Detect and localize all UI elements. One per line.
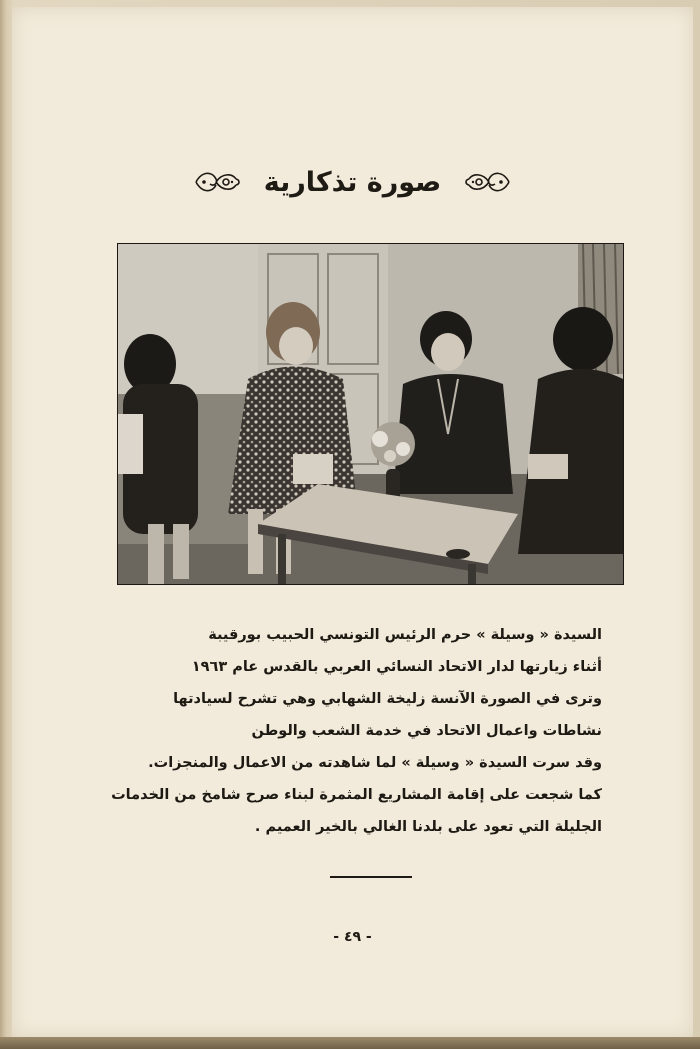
photo-scene: [118, 244, 623, 584]
caption-line: وقد سرت السيدة « وسيلة » لما شاهدته من الاعمال والمنجزات.: [148, 755, 602, 771]
photo-caption: [111, 619, 602, 843]
page-title: صورة تذكارية: [263, 166, 442, 198]
caption-line: كما شجعت على إقامة المشاريع المثمرة لبناء صرح شامخ من الخدمات: [111, 787, 602, 803]
caption-line: أثناء زيارتها لدار الاتحاد النسائي العربي بالقدس عام ١٩٦٣: [191, 659, 602, 675]
page-number: - ٤٩ -: [333, 929, 372, 945]
left-floral-ornament-icon: [192, 165, 242, 199]
caption-line: السيدة « وسيلة » حرم الرئيس التونسي الحبيب بورقيبة: [208, 627, 602, 643]
caption-line: الجليلة التي تعود على بلدنا الغالي بالخير العميم .: [254, 819, 602, 835]
scan-bottom-edge: [0, 1037, 700, 1049]
commemorative-photo: [117, 243, 624, 585]
book-page: [12, 7, 693, 1037]
caption-line: نشاطات واعمال الاتحاد في خدمة الشعب والوطن: [251, 723, 602, 739]
right-floral-ornament-icon: [463, 165, 513, 199]
title-row: [12, 159, 693, 205]
section-divider: [330, 876, 412, 878]
caption-line: وترى في الصورة الآنسة زليخة الشهابي وهي تشرح لسيادتها: [173, 691, 602, 707]
